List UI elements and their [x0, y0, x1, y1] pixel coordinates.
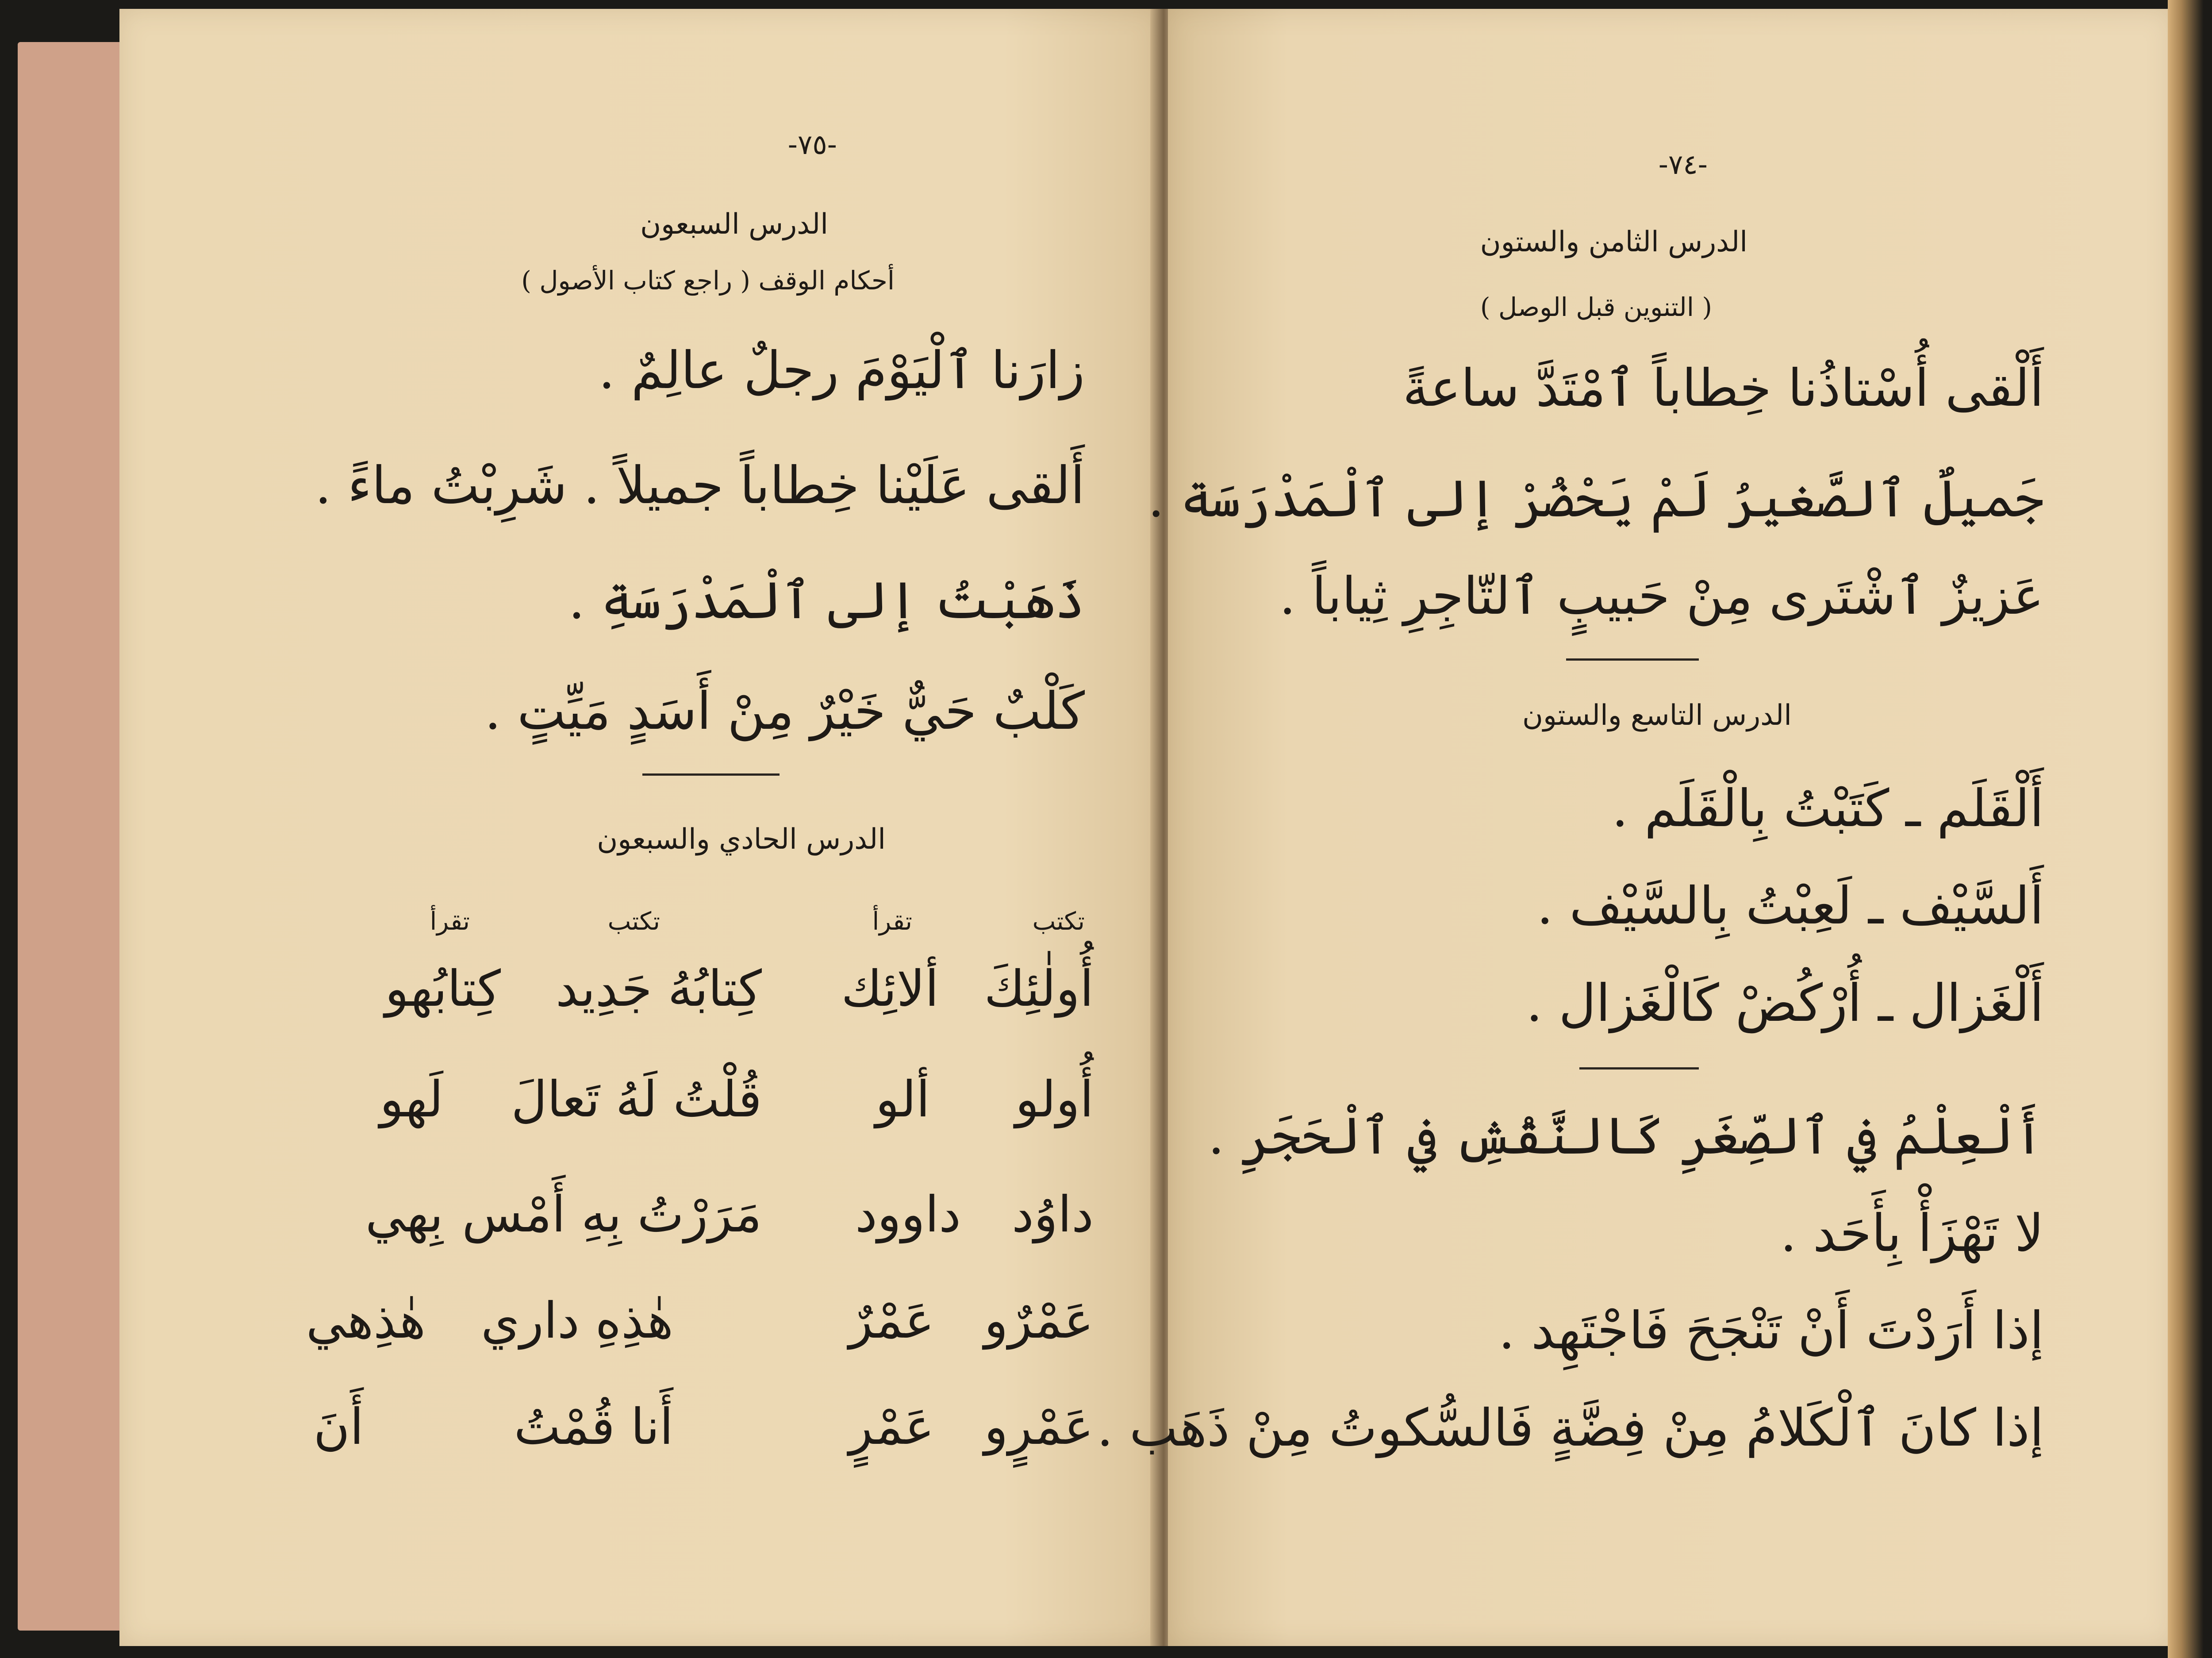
text-line: أَلْغَزال ـ أُرْكُضْ كَالْغَزال .: [1526, 973, 2044, 1033]
table-cell: أَنَ: [313, 1398, 364, 1456]
text-line: زارَنا ٱلْيَوْمَ رجلٌ عالِمٌ .: [599, 341, 1085, 400]
table-cell: أُولٰئِكَ: [984, 960, 1094, 1018]
text-line: إذا كانَ ٱلْكَلامُ مِنْ فِضَّةٍ فَالسُّكوتُ مِنْ ذَهَب .: [1097, 1398, 2044, 1458]
lesson-subtitle: ( التنوين قبل الوصل ): [1480, 292, 1712, 322]
table-cell: كِتابُهو: [385, 960, 501, 1018]
lesson-title: الدرس الثامن والستون: [1480, 226, 1747, 258]
table-cell: عَمْرٍ: [849, 1398, 934, 1456]
table-cell: داوُد: [1012, 1186, 1094, 1243]
column-header: تقرأ: [872, 907, 912, 936]
page-stack-edge: [2168, 0, 2212, 1658]
page-number: -٧٤-: [1658, 148, 1708, 181]
page-number: -٧٥-: [787, 128, 837, 161]
table-cell: أَنا قُمْتُ: [514, 1398, 673, 1456]
table-cell: مَرَرْتُ بِهِ أَمْس: [462, 1186, 762, 1243]
text-line: لا تَهْزَأْ بِأَحَد .: [1780, 1204, 2044, 1263]
text-line: أَلسَّيْف ـ لَعِبْتُ بِالسَّيْف .: [1536, 876, 2044, 936]
lesson-title: الدرس الحادي والسبعون: [597, 823, 886, 856]
lesson-title: الدرس التاسع والستون: [1522, 699, 1792, 732]
text-line: عَزيزٌ ٱشْتَرى مِنْ حَبيبٍ ٱلتّاجِرِ ثِياباً .: [1279, 566, 2044, 626]
text-line: إذا أَرَدْتَ أَنْ تَنْجَحَ فَاجْتَهِد .: [1498, 1301, 2044, 1361]
column-header: تكتب: [1032, 907, 1085, 936]
text-line: أَلْقى أُسْتاذُنا خِطاباً ٱمْتَدَّ ساعةً: [1402, 358, 2044, 418]
column-header: تكتب: [607, 907, 660, 936]
table-cell: هٰذِهِ داري: [481, 1292, 673, 1350]
text-line: جَميلٌ ٱلصَّغيرُ لَمْ يَحْضُرْ إلى ٱلْمَدْرَسَة .: [1148, 469, 2044, 529]
text-line: أَلْعِلْمُ في ٱلصِّغَرِ كَالنَّقْشِ في ٱلْحَجَرِ .: [1208, 1106, 2044, 1166]
text-line: ذَهَبْتُ إلى ٱلْمَدْرَسَةِ .: [568, 571, 1085, 631]
right-page: [1097, 9, 2172, 1646]
table-cell: عَمْرٌو: [984, 1292, 1094, 1350]
table-cell: ألو: [875, 1071, 930, 1128]
table-cell: لَهو: [380, 1071, 443, 1128]
table-cell: عَمْرٌ: [849, 1292, 934, 1350]
table-cell: عَمْرٍو: [984, 1398, 1094, 1456]
text-line: أَلْقَلَم ـ كَتَبْتُ بِالْقَلَم .: [1612, 779, 2044, 839]
table-cell: ألائِك: [841, 960, 939, 1018]
section-divider: [642, 773, 780, 776]
left-page: [119, 9, 1160, 1646]
section-divider: [1579, 1067, 1699, 1069]
table-cell: داوود: [855, 1186, 961, 1243]
table-cell: قُلْتُ لَهُ تَعالَ: [511, 1071, 762, 1128]
table-cell: كِتابُهُ جَدِيد: [555, 960, 762, 1018]
column-header: تقرأ: [430, 907, 470, 936]
lesson-title: الدرس السبعون: [640, 208, 828, 241]
section-divider: [1566, 658, 1699, 661]
table-cell: أُولو: [1015, 1071, 1094, 1128]
text-line: كَلْبٌ حَيٌّ خَيْرٌ مِنْ أَسَدٍ مَيِّتٍ .: [484, 681, 1085, 741]
text-line: أَلقى عَلَيْنا خِطاباً جميلاً . شَرِبْتُ ماءً .: [315, 456, 1085, 515]
table-cell: هٰذِهي: [306, 1292, 426, 1350]
lesson-subtitle: أحكام الوقف ( راجع كتاب الأصول ): [521, 265, 895, 296]
table-cell: بِهي: [365, 1186, 443, 1243]
